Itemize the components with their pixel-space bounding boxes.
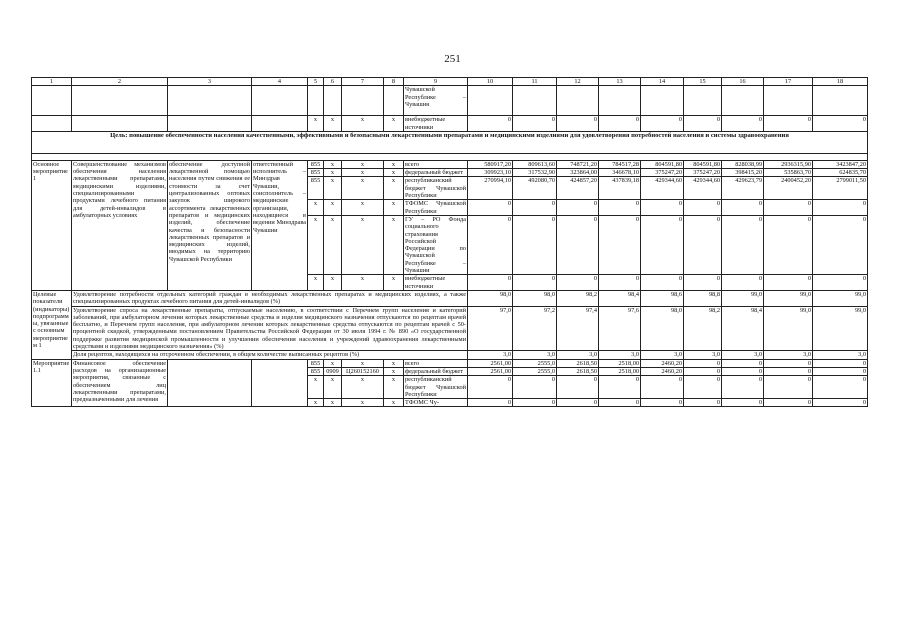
budget-code-cell: x	[342, 275, 384, 291]
amount-cell: 0	[722, 399, 764, 407]
amount-cell: 0	[764, 376, 813, 399]
budget-code-cell: x	[342, 376, 384, 399]
indicator-value-cell: 99,0	[764, 290, 813, 306]
budget-code-cell: x	[384, 376, 404, 399]
amount-cell: 0	[599, 376, 641, 399]
amount-cell: 0	[641, 376, 684, 399]
amount-cell: 3423847,20	[813, 160, 868, 168]
budget-code-cell: x	[324, 200, 342, 216]
amount-cell: 0	[764, 200, 813, 216]
amount-cell: 0	[722, 116, 764, 132]
column-number-header: 6	[324, 78, 342, 86]
column-number-header: 2	[72, 78, 168, 86]
amount-cell: 0	[641, 116, 684, 132]
funding-source-cell: внебюджетные источники	[404, 275, 468, 291]
indicator-value-cell: 98,6	[641, 290, 684, 306]
amount-cell: 0	[722, 359, 764, 367]
amount-cell: 0	[684, 359, 722, 367]
budget-code-cell: x	[384, 169, 404, 177]
column-number-header: 10	[468, 78, 513, 86]
amount-cell: 0	[764, 399, 813, 407]
indicator-text-cell: Удовлетворение потребности отдельных категорий граждан в необходимых лекарственных препаратах и медицинских изделиях, а также специализированных продуктах лечебного питания для детей-инвалидов (%)	[73, 290, 466, 306]
amount-cell: 0	[684, 367, 722, 375]
amount-cell: 0	[599, 215, 641, 274]
empty-cell	[168, 86, 252, 116]
amount-cell: 0	[813, 215, 868, 274]
budget-code-cell: x	[324, 215, 342, 274]
budget-code-cell: x	[342, 169, 384, 177]
continuation-row	[32, 116, 868, 132]
page-number: 251	[444, 53, 461, 65]
amount-cell: 270994,10	[468, 177, 513, 200]
amount-cell: 346678,10	[599, 169, 641, 177]
amount-cell: 0	[513, 215, 557, 274]
indicator-value-cell: 3,0	[684, 351, 722, 359]
funding-source-cell: ТФОМС Чувашской Республики	[405, 200, 466, 215]
amount-cell: 535863,70	[764, 169, 813, 177]
indicator-text-cell: Удовлетворение спроса на лекарственные препараты, отпускаемые населению, в соответствии с Перечнем групп населения и категорий заболеваний, при амбулаторном лечении которых лекарственные средства и изделия медицинского назначения отпускаются по рецептам врачей бесплатно, и Перечнем групп населения, при амбулаторном лечении которых лекарственные средства отпускаются по рецептам врачей с 50-процентной скидкой, утвержденными постановлением Правительства Российской Федерации от 30 июля 1994 г. № 890 «О государственной поддержке развития медицинской промышленности и улучшении обеспечения населения и учреждений здравоохранения лекарственными средствами и изделиями медицинского назначения» (%)	[73, 306, 466, 351]
indicator-value-cell: 3,0	[599, 351, 641, 359]
indicator-value-cell: 99,0	[722, 290, 764, 306]
amount-cell: 429344,60	[641, 177, 684, 200]
amount-cell: 0	[764, 215, 813, 274]
amount-cell: 0	[513, 116, 557, 132]
amount-cell: 624835,70	[813, 169, 868, 177]
budget-code-cell: x	[308, 376, 324, 399]
column-number-header: 16	[722, 78, 764, 86]
amount-cell: 398415,20	[722, 169, 764, 177]
indicator-value-cell: 98,4	[599, 290, 641, 306]
amount-cell: 0	[764, 359, 813, 367]
empty-cell	[468, 86, 513, 116]
budget-code-cell: x	[308, 275, 324, 291]
column-number-header: 9	[404, 78, 468, 86]
amount-cell: 0	[599, 200, 641, 216]
budget-code-cell: x	[324, 359, 342, 367]
budget-code-cell: x	[324, 275, 342, 291]
funding-source-cell: ГУ – РО Фонда социального страхования Российской Федерации по Чувашской Республике – Чувашии	[405, 215, 466, 275]
amount-cell: 0	[599, 116, 641, 132]
column-number-header: 5	[308, 78, 324, 86]
continuation-row	[32, 86, 868, 116]
amount-cell: 2561,00	[468, 367, 513, 375]
amount-cell: 0	[684, 399, 722, 407]
amount-cell: 375247,20	[641, 169, 684, 177]
amount-cell: 580917,20	[468, 160, 513, 168]
amount-cell: 0	[684, 215, 722, 274]
column-number-header: 8	[384, 78, 404, 86]
amount-cell: 0	[813, 116, 868, 132]
budget-code-cell: x	[384, 367, 404, 375]
indicator-value-cell: 3,0	[722, 351, 764, 359]
goal-gap-row	[32, 153, 868, 160]
indicator-value-cell: 99,0	[813, 306, 868, 351]
budget-code-cell: x	[308, 399, 324, 407]
indicator-value-cell: 97,0	[468, 306, 513, 351]
budget-code-cell: x	[324, 160, 342, 168]
funding-source-cell: ТФОМС Чу-	[404, 399, 468, 407]
amount-cell: 0	[557, 215, 599, 274]
amount-cell: 0	[813, 367, 868, 375]
budget-code-cell: x	[342, 177, 384, 200]
budget-code-cell: 855	[308, 359, 324, 367]
indicator-value-cell: 98,8	[684, 290, 722, 306]
budget-code-cell: x	[342, 200, 384, 216]
amount-cell: 2518,00	[599, 359, 641, 367]
indicator-value-cell: 98,4	[722, 306, 764, 351]
budget-code-cell: x	[324, 116, 342, 132]
empty-cell	[764, 86, 813, 116]
indicator-value-cell: 99,0	[764, 306, 813, 351]
amount-cell: 2400452,20	[764, 177, 813, 200]
amount-cell: 0	[599, 399, 641, 407]
budget-code-cell: x	[384, 399, 404, 407]
empty-cell	[813, 86, 868, 116]
amount-cell: 437839,18	[599, 177, 641, 200]
column-number-header: 13	[599, 78, 641, 86]
amount-cell: 0	[722, 215, 764, 274]
amount-cell: 309923,10	[468, 169, 513, 177]
empty-cell	[32, 86, 72, 116]
budget-code-cell: Ц260152160	[342, 367, 384, 375]
indicator-row	[32, 351, 868, 359]
amount-cell: 0	[813, 200, 868, 216]
amount-cell: 0	[684, 376, 722, 399]
budget-code-cell: x	[308, 116, 324, 132]
amount-cell: 748721,20	[557, 160, 599, 168]
amount-cell: 0	[722, 367, 764, 375]
amount-cell: 2561,00	[468, 359, 513, 367]
empty-cell	[557, 86, 599, 116]
indicator-value-cell: 3,0	[468, 351, 513, 359]
amount-cell: 0	[722, 376, 764, 399]
indicator-value-cell: 98,0	[641, 306, 684, 351]
indicator-text-cell: Доля рецептов, находящихся на отсроченном обеспечении, в общем количестве выписанных рецептов (%)	[72, 351, 468, 359]
sub-measure-row	[32, 359, 868, 367]
budget-code-cell: x	[384, 200, 404, 216]
amount-cell: 0	[557, 275, 599, 291]
budget-code-cell: x	[384, 275, 404, 291]
amount-cell: 2936315,90	[764, 160, 813, 168]
amount-cell: 0	[557, 116, 599, 132]
amount-cell: 492080,70	[513, 177, 557, 200]
amount-cell: 0	[722, 200, 764, 216]
budget-code-cell: x	[342, 160, 384, 168]
amount-cell: 2618,50	[557, 359, 599, 367]
amount-cell: 0	[513, 376, 557, 399]
amount-cell: 0	[557, 399, 599, 407]
indicator-value-cell: 98,2	[557, 290, 599, 306]
budget-code-cell: 855	[308, 367, 324, 375]
column-number-header: 1	[32, 78, 72, 86]
measure-number-cell: Мероприятие 1.1	[32, 359, 72, 407]
amount-cell: 2555,0	[513, 359, 557, 367]
amount-cell: 0	[813, 376, 868, 399]
amount-cell: 0	[557, 376, 599, 399]
measure-goal-cell: обеспечение доступной лекарственной помощью населения путем снижения ее стоимости за счет централизованных оптовых закупок широкого ассортимента лекарственных препаратов и медицинских изделий, обеспечение качества и безопасности лекарственных препаратов и медицинских изделий, вводимых на территорию Чувашской Республики	[168, 160, 252, 290]
indicator-row	[32, 306, 868, 351]
amount-cell: 804591,80	[684, 160, 722, 168]
amount-cell: 0	[813, 399, 868, 407]
amount-cell: 0	[813, 275, 868, 291]
amount-cell: 2799011,50	[813, 177, 868, 200]
amount-cell: 0	[557, 200, 599, 216]
amount-cell: 0	[468, 116, 513, 132]
goal-row	[32, 131, 868, 153]
funding-source-cell: республиканский бюджет Чувашской Республики	[405, 177, 466, 200]
indicator-value-cell: 98,0	[513, 290, 557, 306]
empty-cell	[32, 116, 72, 132]
amount-cell: 809613,60	[513, 160, 557, 168]
empty-cell	[252, 116, 308, 132]
empty-cell	[168, 116, 252, 132]
column-number-header: 4	[252, 78, 308, 86]
funding-source-cell: всего	[404, 160, 468, 168]
indicator-row	[32, 290, 868, 306]
measure-name-cell: Финансовое обеспечение расходов на организационные мероприятия, связанные с обеспечением лиц лекарственными препаратами, предназначенными для лечения	[72, 359, 168, 407]
budget-code-cell: x	[384, 160, 404, 168]
amount-cell: 375247,20	[684, 169, 722, 177]
empty-cell	[324, 86, 342, 116]
funding-source-cell: Чувашской Республике – Чувашия	[404, 86, 468, 116]
indicator-label-cell: Целевые показатели (индикаторы) подпрограммы, увязанные с основным мероприятием 1	[32, 290, 72, 359]
amount-cell: 0	[684, 275, 722, 291]
amount-cell: 0	[684, 116, 722, 132]
column-number-header: 11	[513, 78, 557, 86]
amount-cell: 0	[764, 367, 813, 375]
measure-number-cell: Основное мероприятие 1	[32, 160, 72, 290]
empty-cell	[384, 86, 404, 116]
indicator-value-cell: 3,0	[557, 351, 599, 359]
column-number-header: 3	[168, 78, 252, 86]
amount-cell: 828038,99	[722, 160, 764, 168]
amount-cell: 0	[641, 215, 684, 274]
main-measure-row	[32, 160, 868, 168]
amount-cell: 0	[468, 215, 513, 274]
empty-cell	[722, 86, 764, 116]
amount-cell: 0	[641, 200, 684, 216]
program-table	[31, 77, 868, 407]
indicator-value-cell: 97,4	[557, 306, 599, 351]
budget-code-cell: x	[324, 376, 342, 399]
budget-code-cell: x	[342, 215, 384, 274]
amount-cell: 0	[599, 275, 641, 291]
amount-cell: 0	[764, 116, 813, 132]
column-number-header: 15	[684, 78, 722, 86]
empty-cell	[168, 359, 252, 407]
indicator-value-cell: 97,6	[599, 306, 641, 351]
empty-cell	[342, 86, 384, 116]
amount-cell: 0	[813, 359, 868, 367]
amount-cell: 2618,50	[557, 367, 599, 375]
column-number-header: 7	[342, 78, 384, 86]
funding-source-cell: республиканский бюджет Чувашской Республики	[405, 376, 466, 398]
amount-cell: 0	[468, 275, 513, 291]
amount-cell: 424857,20	[557, 177, 599, 200]
amount-cell: 0	[513, 200, 557, 216]
empty-cell	[252, 86, 308, 116]
column-number-row	[32, 78, 868, 86]
measure-name-cell: Совершенствование механизмов обеспечения населения лекарственными препаратами, медицинскими изделиями, специализированными продуктами лечебного питания для детей-инвалидов в амбулаторных условиях	[72, 160, 168, 290]
column-number-header: 17	[764, 78, 813, 86]
column-number-header: 18	[813, 78, 868, 86]
budget-code-cell: x	[324, 399, 342, 407]
budget-code-cell: 855	[308, 177, 324, 200]
amount-cell: 0	[468, 399, 513, 407]
empty-cell	[684, 86, 722, 116]
budget-code-cell: x	[384, 215, 404, 274]
indicator-value-cell: 99,0	[813, 290, 868, 306]
amount-cell: 0	[513, 399, 557, 407]
empty-cell	[308, 86, 324, 116]
amount-cell: 429344,60	[684, 177, 722, 200]
amount-cell: 0	[684, 200, 722, 216]
funding-source-cell: федеральный бюджет	[404, 169, 468, 177]
indicator-value-cell: 3,0	[641, 351, 684, 359]
budget-code-cell: x	[324, 177, 342, 200]
empty-cell	[72, 86, 168, 116]
indicator-value-cell: 98,0	[468, 290, 513, 306]
amount-cell: 429623,79	[722, 177, 764, 200]
budget-code-cell: x	[308, 200, 324, 216]
amount-cell: 0	[722, 275, 764, 291]
empty-cell	[641, 86, 684, 116]
amount-cell: 2518,00	[599, 367, 641, 375]
amount-cell: 784517,28	[599, 160, 641, 168]
amount-cell: 0	[468, 200, 513, 216]
amount-cell: 0	[641, 275, 684, 291]
budget-code-cell: x	[384, 359, 404, 367]
amount-cell: 317532,90	[513, 169, 557, 177]
responsible-cell: ответственный исполнитель – Минздрав Чувашии, соисполнитель – медицинские организации, находящиеся в ведении Минздрава Чувашии	[252, 160, 308, 290]
budget-code-cell: x	[308, 215, 324, 274]
amount-cell: 0	[764, 275, 813, 291]
amount-cell: 804591,80	[641, 160, 684, 168]
column-number-header: 12	[557, 78, 599, 86]
goal-heading: Цель: повышение обеспеченности населения качественными, эффективными и безопасными лекарственными препаратами и медицинскими изделиями для удовлетворения потребностей населения и системы здравоохранения	[32, 131, 868, 153]
budget-code-cell: x	[384, 177, 404, 200]
column-number-header: 14	[641, 78, 684, 86]
budget-code-cell: x	[342, 399, 384, 407]
budget-code-cell: x	[384, 116, 404, 132]
amount-cell: 2460,20	[641, 359, 684, 367]
budget-code-cell: 855	[308, 160, 324, 168]
budget-code-cell: x	[324, 169, 342, 177]
indicator-value-cell: 3,0	[513, 351, 557, 359]
funding-source-cell: федеральный бюджет	[404, 367, 468, 375]
indicator-value-cell: 3,0	[764, 351, 813, 359]
budget-code-cell: 855	[308, 169, 324, 177]
funding-source-cell: всего	[404, 359, 468, 367]
amount-cell: 0	[468, 376, 513, 399]
budget-code-cell: x	[342, 359, 384, 367]
spacer-cell	[32, 153, 868, 160]
empty-cell	[599, 86, 641, 116]
empty-cell	[513, 86, 557, 116]
amount-cell: 323864,00	[557, 169, 599, 177]
funding-source-cell: внебюджетные источники	[404, 116, 468, 132]
amount-cell: 0	[641, 399, 684, 407]
budget-code-cell: 0909	[324, 367, 342, 375]
amount-cell: 2460,20	[641, 367, 684, 375]
amount-cell: 2555,0	[513, 367, 557, 375]
empty-cell	[72, 116, 168, 132]
indicator-value-cell: 98,2	[684, 306, 722, 351]
indicator-value-cell: 3,0	[813, 351, 868, 359]
indicator-value-cell: 97,2	[513, 306, 557, 351]
budget-code-cell: x	[342, 116, 384, 132]
amount-cell: 0	[513, 275, 557, 291]
empty-cell	[252, 359, 308, 407]
